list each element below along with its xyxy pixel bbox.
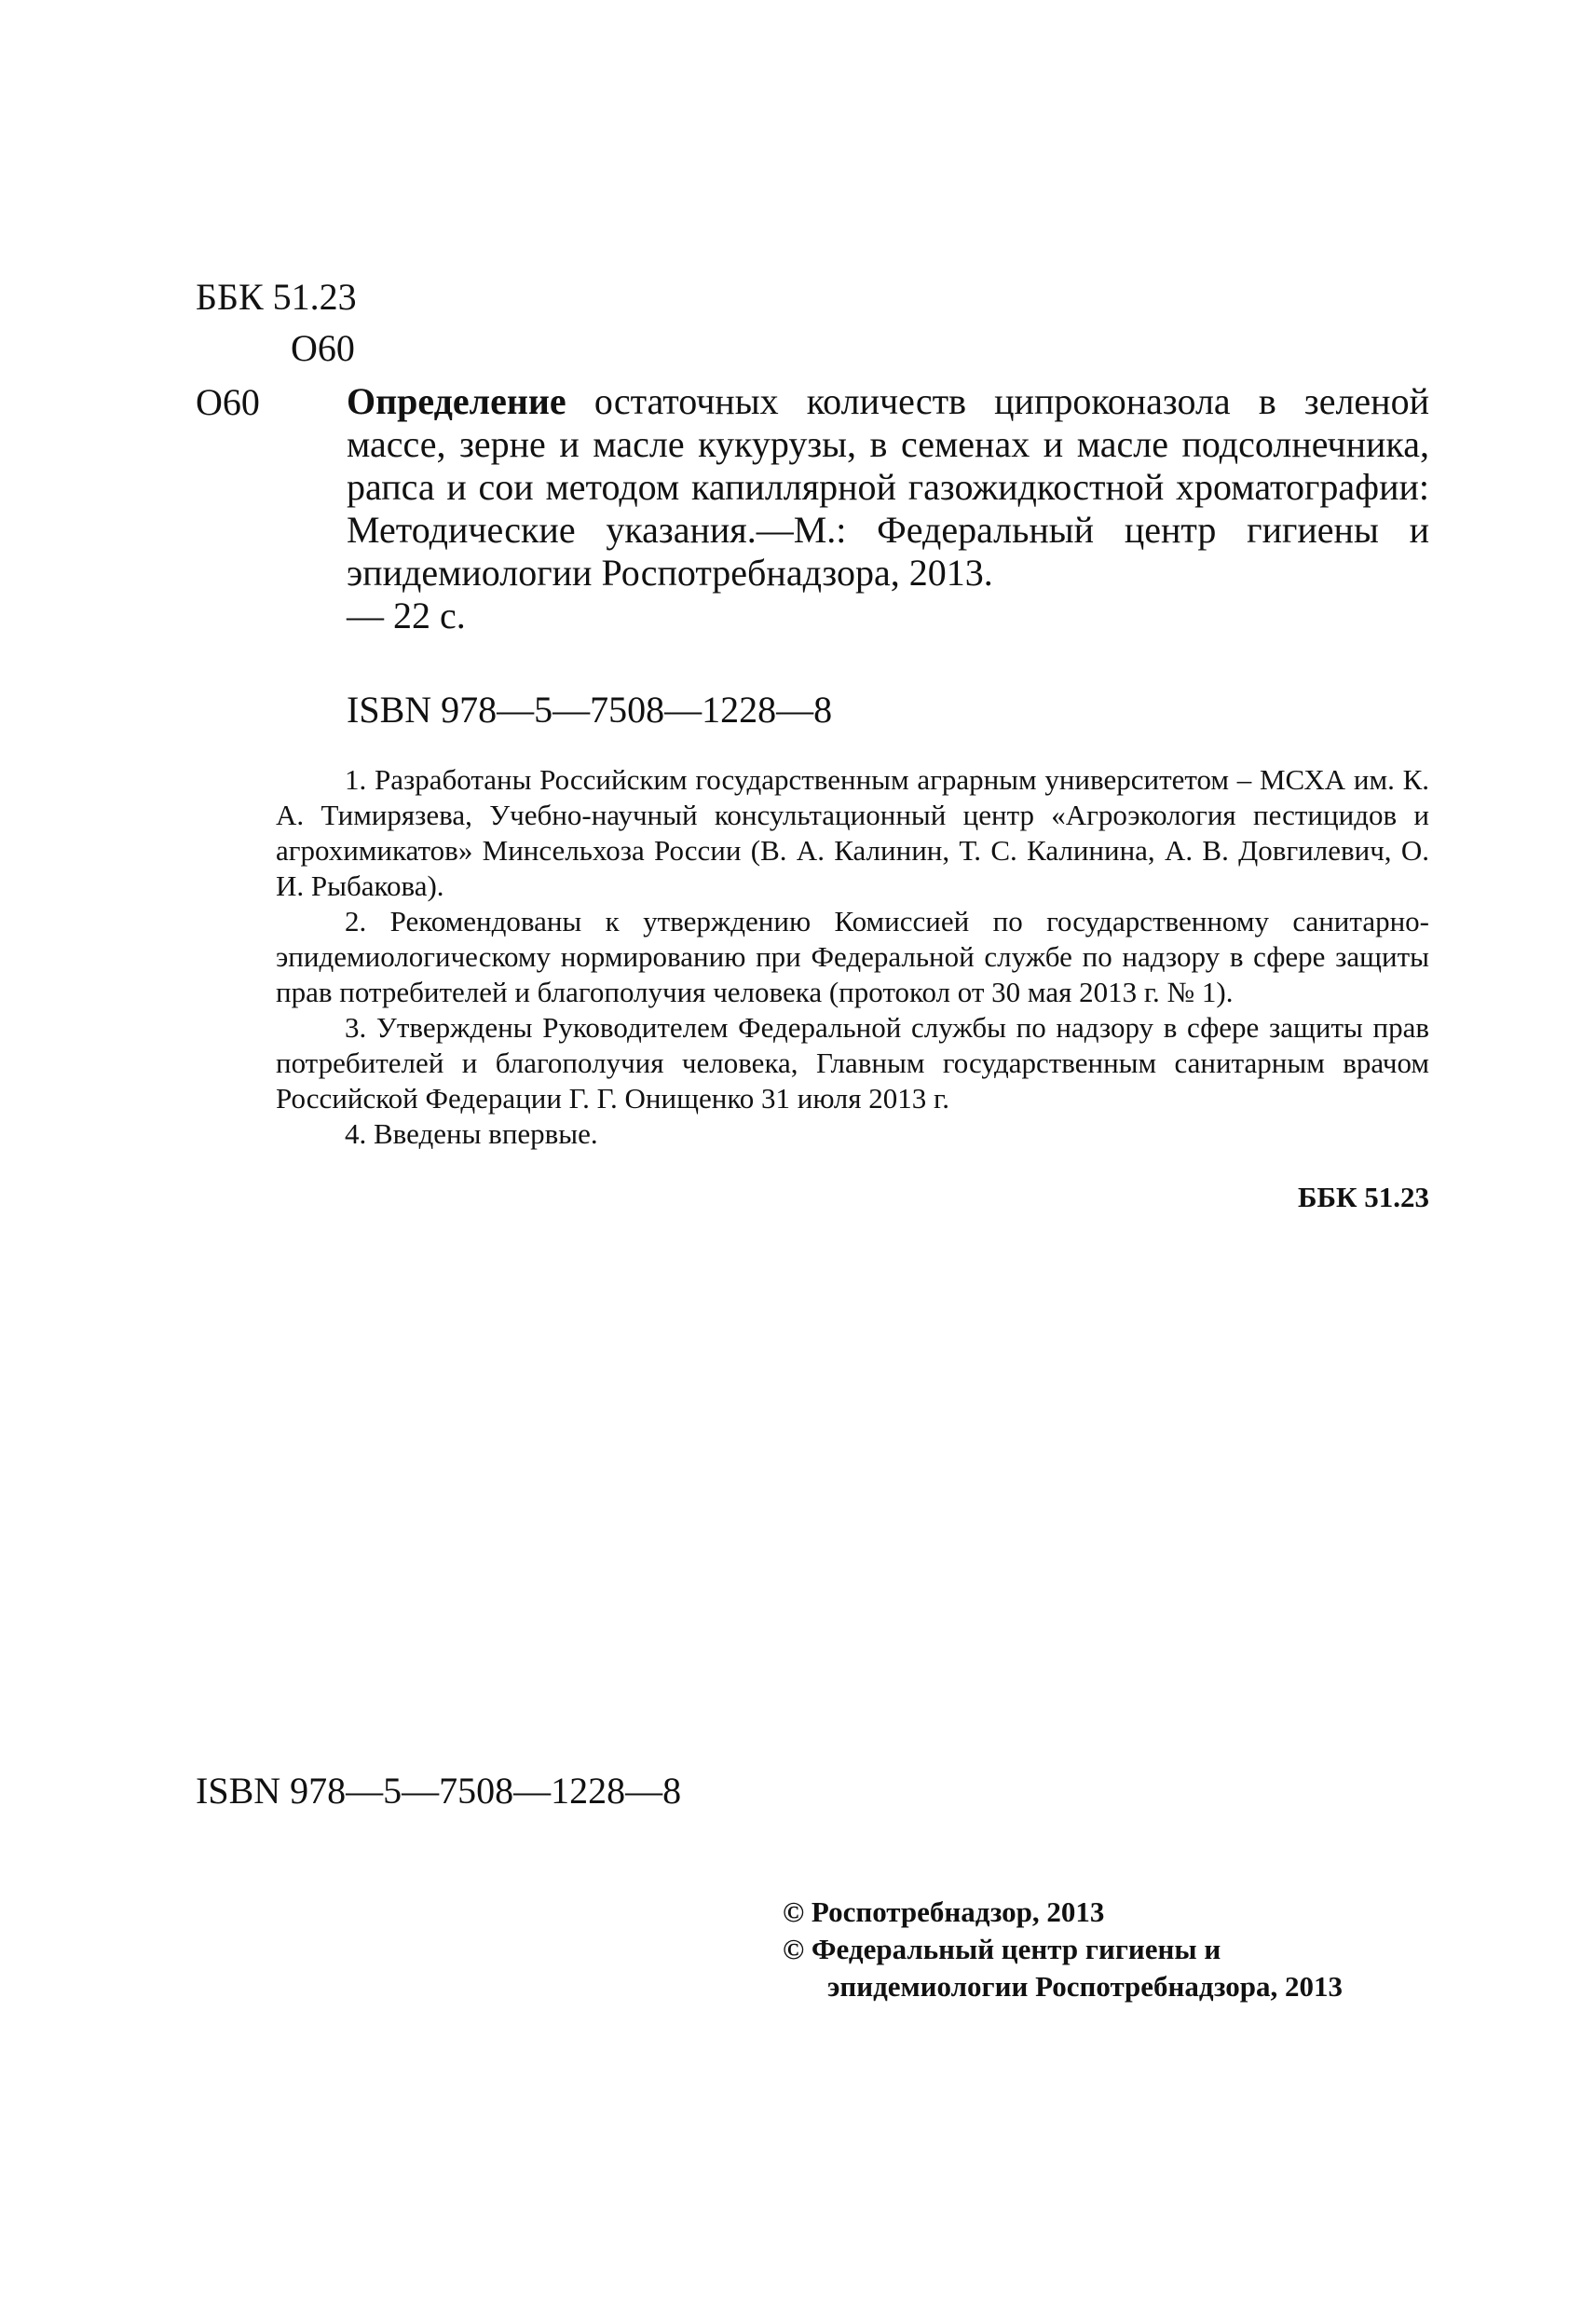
entry-author-mark: О60 — [196, 381, 260, 423]
bbk-index: ББК 51.23 — [196, 276, 357, 318]
entry-page-count: — 22 с. — [347, 595, 466, 636]
copyright-line: эпидемиологии Роспотребнадзора, 2013 — [827, 1970, 1343, 2003]
entry-title-bold: Определение — [347, 380, 566, 422]
author-mark: О60 — [291, 327, 355, 369]
bibliographic-description — [347, 380, 1429, 637]
bbk-index-bottom: ББК 51.23 — [1298, 1181, 1429, 1213]
note-item: 3. Утверждены Руководителем Федеральной службы по надзору в сфере защиты прав потребителей и благополучия человека, Главным государственным санитарным врачом Российской Федерации Г. Г. Онищенко 31 июля 2013 г. — [276, 1011, 1429, 1115]
note-item: 2. Рекомендованы к утверждению Комиссией по государственному санитарно-эпидемиологическому нормированию при Федеральной службе по надзору в сфере защиты прав потребителей и благополучия человека (протокол от 30 мая 2013 г. № 1). — [276, 905, 1429, 1008]
entry-title-rest: остаточных количеств ципроконазола в зеленой массе, зерне и масле кукурузы, в семенах и масле подсолнечника, рапса и сои методом капиллярной газожидкостной хроматографии: Методические указания.—М.: Федеральный центр гигиены и эпидемиологии Роспотребнадзора, 2013. — [347, 380, 1429, 594]
publication-notes — [276, 762, 1429, 1215]
copyright-line: © Роспотребнадзор, 2013 — [783, 1895, 1105, 1928]
isbn-bottom: ISBN 978—5—7508—1228—8 — [196, 1770, 682, 1812]
isbn-top: ISBN 978—5—7508—1228—8 — [347, 689, 833, 731]
copyright-line: © Федеральный центр гигиены и — [783, 1933, 1221, 1965]
note-item: 4. Введены впервые. — [345, 1117, 598, 1150]
note-item: 1. Разработаны Российским государственным аграрным университетом – МСХА им. К. А. Тимирязева, Учебно-научный консультационный центр «Агроэкология пестицидов и агрохимикатов» Минсельхоза России (В. А. Калинин, Т. С. Калинина, А. В. Довгилевич, О. И. Рыбакова). — [276, 763, 1429, 902]
copyright-block — [783, 1894, 1435, 2005]
